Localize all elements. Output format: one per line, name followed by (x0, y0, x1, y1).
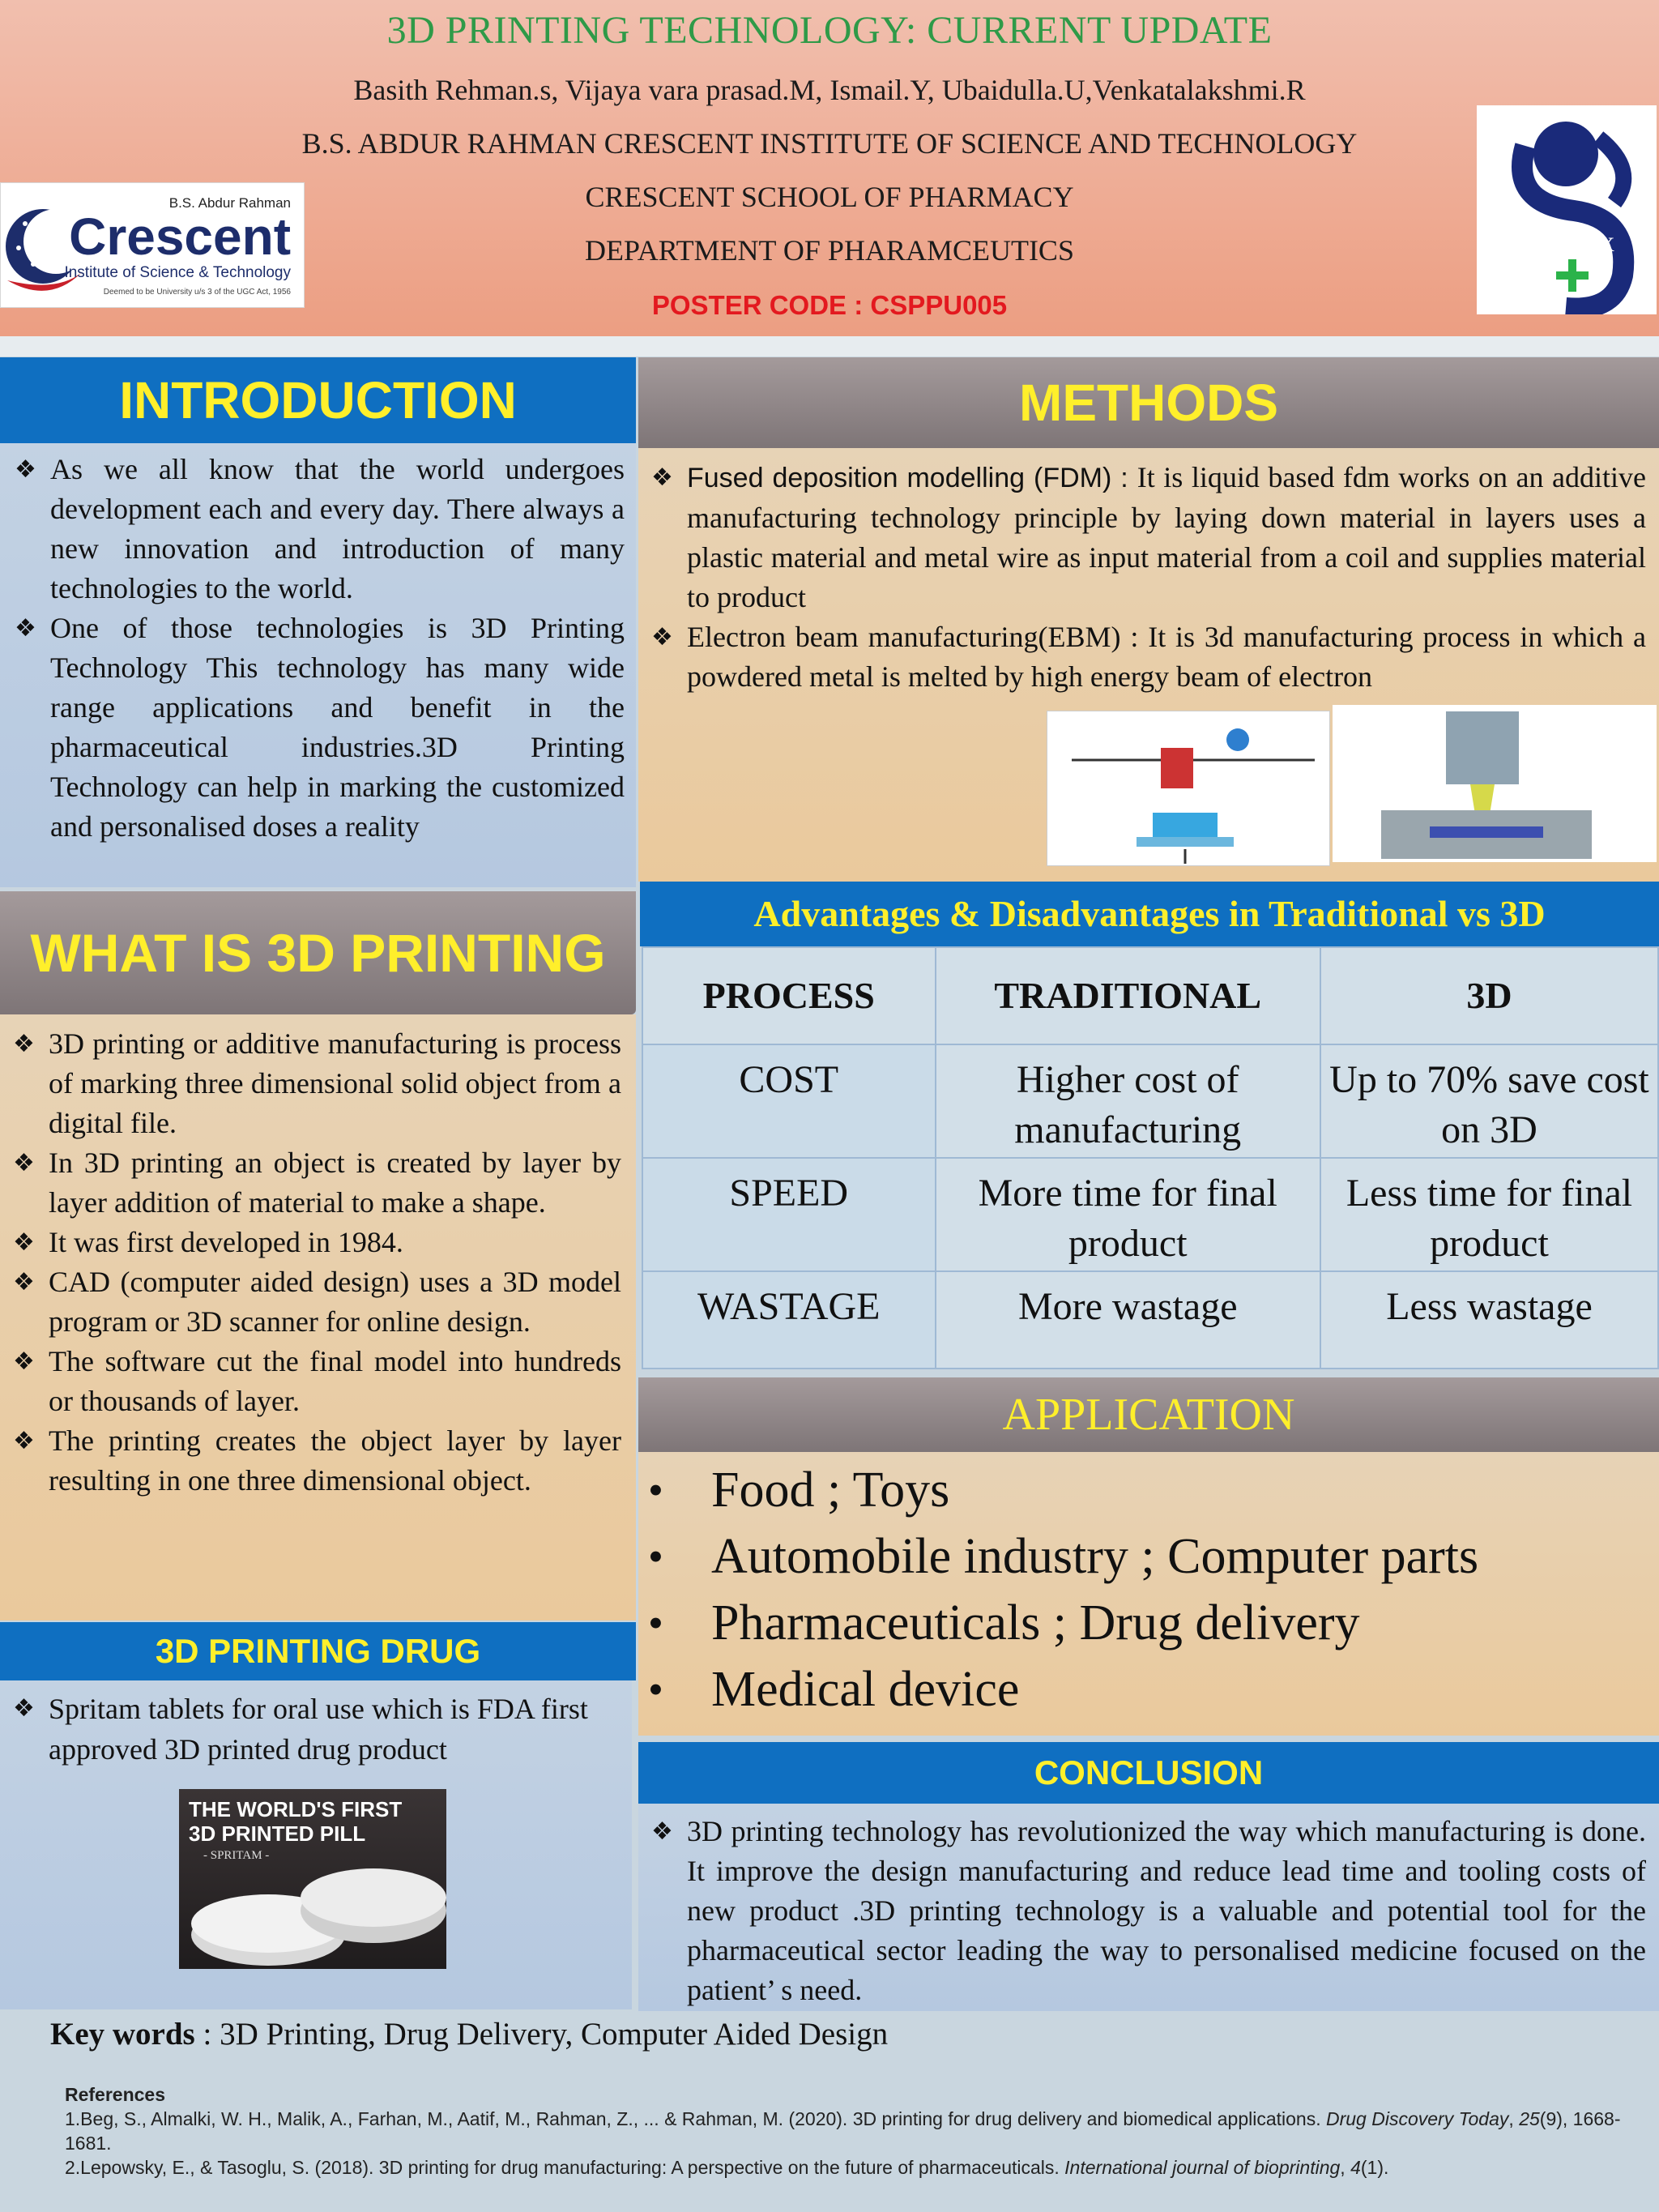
poster-code: POSTER CODE : CSPPU005 (651, 290, 1008, 320)
institute-name: B.S. ABDUR RAHMAN CRESCENT INSTITUTE OF SCIENCE AND TECHNOLOGY (301, 127, 1358, 160)
col-header: PROCESS (642, 947, 936, 1044)
diamond-bullet-icon: ❖ (15, 614, 36, 643)
conclusion-panel (638, 1804, 1659, 2011)
references-title: References (65, 2084, 166, 2105)
crescent-emblem-icon (1, 183, 305, 309)
col-header: 3D (1320, 947, 1658, 1044)
drug-header (0, 1622, 636, 1680)
pill-icon (179, 1862, 446, 1969)
list-item: ❖ Fused deposition modelling (FDM) : It is liquid based fdm works on an additive manufacturing technology principle by laying down material in layers uses a plastic material and metal wire as input material from a coil and supplies material to product (651, 458, 1646, 617)
poster-title: 3D PRINTING TECHNOLOGY: CURRENT UPDATE (386, 9, 1273, 52)
references (65, 2082, 1628, 2180)
bullet-dot-icon: • (648, 1466, 663, 1514)
logo-sub: Institute of Science & Technology (64, 264, 291, 281)
bullet-dot-icon: • (648, 1599, 663, 1647)
list-item: ❖ 3D printing technology has revolutionized the way which manufacturing is done. It improve the design manufacturing and reduce lead time and tooling costs of new product .3D printing technology is a valuable and potential tool for the pharmaceutical sector leading the way to personalised medicine focused on the patient’ s need. (651, 1812, 1646, 2010)
logo-name: Crescent (69, 207, 291, 266)
introduction-list (15, 450, 625, 847)
diamond-bullet-icon: ❖ (651, 1817, 673, 1846)
logo-small-text: B.S. Abdur Rahman (168, 195, 291, 211)
introduction-panel (0, 443, 636, 887)
list-item: ❖ The printing creates the object layer by layer resulting in one three dimensional object. (13, 1421, 621, 1501)
methods-header (638, 357, 1659, 448)
what-is-title: WHAT IS 3D PRINTING (30, 923, 606, 983)
diamond-bullet-icon: ❖ (651, 623, 673, 651)
header-divider (0, 336, 1659, 357)
drug-list (13, 1689, 617, 1770)
application-list (643, 1457, 1659, 1723)
diamond-bullet-icon: ❖ (15, 455, 36, 484)
advantages-table (642, 946, 1659, 1369)
list-item: ❖ The software cut the final model into hundreds or thousands of layer. (13, 1342, 621, 1421)
advantages-header (640, 882, 1659, 946)
pharmacy-rx-icon (1477, 105, 1657, 314)
conclusion-title: CONCLUSION (1034, 1753, 1264, 1791)
list-item: ❖ 3D printing or additive manufacturing is process of marking three dimensional solid object from a digital file. (13, 1024, 621, 1143)
list-item: ❖ Electron beam manufacturing(EBM) : It is 3d manufacturing process in which a powdered metal is melted by high energy beam of electron (651, 617, 1646, 697)
table-cell: Less time for final product (1320, 1158, 1658, 1271)
diamond-bullet-icon: ❖ (651, 463, 673, 492)
pharmacy-logo (1477, 105, 1657, 314)
reference-2: 2.Lepowsky, E., & Tasoglu, S. (2018). 3D printing for drug manufacturing: A perspective on the future of pharmaceuticals. International journal of bioprinting, 4(1). (65, 2157, 1389, 2178)
list-item: ❖ In 3D printing an object is created by layer by layer addition of material to make a shape. (13, 1143, 621, 1223)
application-panel (638, 1452, 1659, 1736)
bullet-dot-icon: • (648, 1532, 663, 1581)
table-cell: Up to 70% save cost on 3D (1320, 1044, 1658, 1158)
table-cell: SPEED (642, 1158, 936, 1271)
diamond-bullet-icon: ❖ (13, 1694, 35, 1723)
spritam-image-line1: THE WORLD'S FIRST (189, 1797, 403, 1821)
bullet-dot-icon: • (648, 1665, 663, 1714)
diamond-bullet-icon: ❖ (13, 1030, 35, 1058)
crescent-logo (0, 182, 305, 308)
introduction-title: INTRODUCTION (119, 371, 517, 429)
diamond-bullet-icon: ❖ (13, 1347, 35, 1376)
table-cell: More wastage (936, 1271, 1320, 1369)
what-is-panel (0, 1014, 636, 1621)
department-name: DEPARTMENT OF PHARAMCEUTICS (585, 234, 1074, 267)
table-row (642, 1158, 1658, 1271)
list-item: ❖ CAD (computer aided design) uses a 3D model program or 3D scanner for online design. (13, 1262, 621, 1342)
logo-tiny: Deemed to be University u/s 3 of the UGC Act, 1956 (103, 288, 291, 297)
col-header: TRADITIONAL (936, 947, 1320, 1044)
table-header-row (642, 947, 1658, 1044)
list-item: • Automobile industry ; Computer parts (643, 1523, 1659, 1590)
conclusion-header (638, 1742, 1659, 1804)
keywords (50, 2016, 888, 2052)
table-cell: Less wastage (1320, 1271, 1658, 1369)
list-item: ❖ It was first developed in 1984. (13, 1223, 621, 1262)
reference-1: 1.Beg, S., Almalki, W. H., Malik, A., Farhan, M., Aatif, M., Rahman, Z., ... & Rahman, M. (2020). 3D printing for drug delivery and biomedical applications. Drug Discovery Today, 25(9), 1668-1681. (65, 2108, 1621, 2154)
spritam-image-line3: - SPRITAM - (203, 1849, 270, 1862)
introduction-header (0, 357, 636, 443)
table-cell: COST (642, 1044, 936, 1158)
diamond-bullet-icon: ❖ (13, 1427, 35, 1455)
diamond-bullet-icon: ❖ (13, 1149, 35, 1177)
rx-text: Rx (1580, 225, 1615, 258)
keywords-text: : 3D Printing, Drug Delivery, Computer Aided Design (194, 2017, 889, 2052)
application-title: APPLICATION (1002, 1390, 1295, 1440)
list-item: • Food ; Toys (643, 1457, 1659, 1523)
list-item: ❖ As we all know that the world undergoes development each and every day. There always a new innovation and introduction of many technologies to the world. (15, 450, 625, 609)
list-item: • Pharmaceuticals ; Drug delivery (643, 1590, 1659, 1656)
table-cell: More time for final product (936, 1158, 1320, 1271)
what-is-header (0, 891, 636, 1014)
what-is-list (13, 1024, 621, 1501)
authors: Basith Rehman.s, Vijaya vara prasad.M, Ismail.Y, Ubaidulla.U,Venkatalakshmi.R (353, 74, 1306, 106)
advantages-title: Advantages & Disadvantages in Traditional vs 3D (753, 893, 1546, 934)
diamond-bullet-icon: ❖ (13, 1268, 35, 1296)
table-cell: WASTAGE (642, 1271, 936, 1369)
school-name: CRESCENT SCHOOL OF PHARMACY (585, 181, 1074, 213)
ebm-machine-icon (1333, 705, 1657, 862)
advantages-table-wrap (642, 946, 1659, 1371)
table-cell: Higher cost of manufacturing (936, 1044, 1320, 1158)
ebm-diagram (1333, 705, 1657, 862)
list-item: • Medical device (643, 1656, 1659, 1723)
list-item: ❖ Spritam tablets for oral use which is FDA first approved 3D printed drug product (13, 1689, 617, 1770)
diamond-bullet-icon: ❖ (13, 1228, 35, 1257)
spritam-image-line2: 3D PRINTED PILL (189, 1821, 366, 1846)
methods-list (651, 458, 1646, 697)
table-row (642, 1271, 1658, 1369)
list-item: ❖ One of those technologies is 3D Printing Technology This technology has many wide range applications and benefit in the pharmaceutical industries.3D Printing Technology can help in marking the customized and personalised doses a reality (15, 609, 625, 847)
spritam-image (179, 1789, 446, 1969)
methods-title: METHODS (1019, 374, 1278, 432)
conclusion-list (651, 1812, 1646, 2010)
poster-header (0, 0, 1659, 336)
fdm-diagram (1047, 711, 1330, 866)
table-row (642, 1044, 1658, 1158)
drug-title: 3D PRINTING DRUG (155, 1632, 481, 1670)
application-header (638, 1377, 1659, 1452)
keywords-label: Key words (50, 2017, 195, 2052)
fdm-printer-icon (1047, 711, 1331, 867)
